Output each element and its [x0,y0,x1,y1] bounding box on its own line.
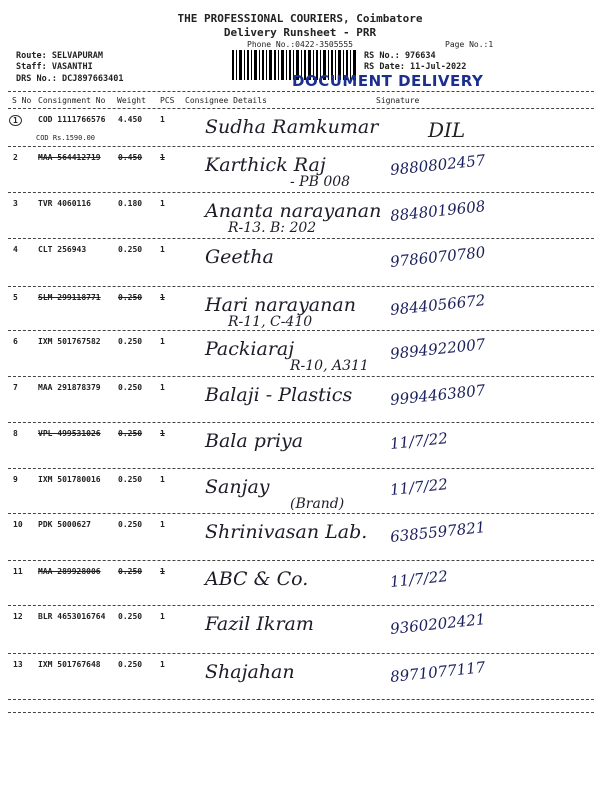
pieces: 1 [160,567,165,576]
pieces: 1 [160,153,165,162]
weight: 0.250 [118,475,143,484]
consignment-number: MAA 564412719 [38,153,101,162]
row-divider [8,146,594,147]
row-serial: 6 [13,337,18,346]
weight: 0.250 [118,383,143,392]
row-divider [8,653,594,654]
row-serial: 11 [13,567,23,576]
weight: 0.250 [118,612,143,621]
route: Route: SELVAPURAM [16,51,103,61]
consignment-number: MAA 291878379 [38,383,101,392]
cod-amount: COD Rs.1590.00 [36,134,96,142]
consignee-address: (Brand) [290,496,345,512]
weight: 0.250 [118,429,143,438]
weight: 0.250 [118,293,143,302]
consignee-name: Hari narayanan [205,294,356,316]
weight: 0.250 [118,337,143,346]
row-divider [8,560,594,561]
weight: 0.250 [118,245,143,254]
consignee-name: Karthick Raj [205,154,326,176]
consignment-number: PDK 5000627 [38,520,91,529]
pieces: 1 [160,293,165,302]
row-divider [8,330,594,331]
signature-mark: 9894922007 [389,335,487,363]
col-consignment: Consignment No [38,96,106,105]
row-divider [8,238,594,239]
signature-mark: 9360202421 [389,610,487,638]
consignment-number: IXM 501780016 [38,475,101,484]
signature-mark: 8848019608 [389,197,487,225]
pieces: 1 [160,337,165,346]
drs-number: DRS No.: DCJ897663401 [16,74,124,84]
consignee-name: Shajahan [205,661,295,683]
weight: 0.250 [118,660,143,669]
pieces: 1 [160,612,165,621]
col-pcs: PCS [160,96,175,105]
consignment-number: VPL 499531026 [38,429,101,438]
col-consignee: Consignee Details [185,96,267,105]
signature-mark: 6385597821 [389,518,487,546]
signature-mark: 9880802457 [389,151,487,179]
rs-number: RS No.: 976634 [364,51,436,61]
divider [8,91,594,92]
weight: 4.450 [118,115,143,124]
pieces: 1 [160,383,165,392]
signature-mark: 9994463807 [389,381,487,409]
consignee-name: Bala priya [205,430,304,452]
document-delivery-stamp: DOCUMENT DELIVERY [292,72,484,90]
consignee-name: Balaji - Plastics [205,384,353,406]
row-divider [8,699,594,700]
row-serial: 2 [13,153,18,162]
row-divider [8,376,594,377]
consignment-number: CLT 256943 [38,245,87,254]
row-serial: 8 [13,429,18,438]
signature-mark: 9786070780 [389,243,487,271]
consignee-address: R-10, A311 [290,358,369,374]
consignee-address: R-11, C-410 [228,314,313,330]
company-name: THE PROFESSIONAL COURIERS, Coimbatore [177,12,423,25]
consignment-number: MAA 289928006 [38,567,101,576]
consignment-number: TVR 4060116 [38,199,91,208]
consignee-name: Sudha Ramkumar [205,116,379,138]
row-divider [8,286,594,287]
row-serial: 10 [13,520,23,529]
consignee-name: ABC & Co. [205,568,309,590]
row-serial: 3 [13,199,18,208]
staff: Staff: VASANTHI [16,62,93,72]
row-serial: 4 [13,245,18,254]
col-signature: Signature [376,96,420,105]
pieces: 1 [160,475,165,484]
consignee-name: Geetha [205,246,274,268]
document-title: Delivery Runsheet - PRR [223,26,377,39]
weight: 0.250 [118,520,143,529]
row-serial: 9 [13,475,18,484]
row-divider [8,192,594,193]
rs-date: RS Date: 11-Jul-2022 [364,62,467,72]
consignment-number: IXM 501767582 [38,337,101,346]
page-number: Page No.:1 [445,40,494,49]
signature-mark: 8971077117 [389,658,487,686]
signature-mark: 11/7/22 [389,567,449,591]
weight: 0.250 [118,567,143,576]
pieces: 1 [160,199,165,208]
divider [8,108,594,109]
pieces: 1 [160,245,165,254]
consignee-address: R-13. B: 202 [228,220,317,236]
consignee-name: Fazil Ikram [205,613,314,635]
signature-mark: 11/7/22 [389,429,449,453]
row-divider [8,422,594,423]
row-serial: 5 [13,293,18,302]
consignment-number: COD 1111766576 [38,115,106,124]
row-serial: 7 [13,383,18,392]
consignee-address: - PB 008 [290,174,351,190]
consignee-name: Shrinivasan Lab. [205,521,368,543]
consignee-name: Packiaraj [205,338,295,360]
signature-mark: 11/7/22 [389,475,449,499]
consignee-name: Ananta narayanan [205,200,382,222]
consignee-name: Sanjay [205,476,270,498]
consignment-number: BLR 4653016764 [38,612,106,621]
row-serial: 13 [13,660,23,669]
row-serial: 1 [9,115,22,126]
row-serial: 12 [13,612,23,621]
row-divider [8,513,594,514]
col-weight: Weight [117,96,146,105]
pieces: 1 [160,115,165,124]
signature-mark: 9844056672 [389,291,487,319]
col-sno: S No [12,96,32,105]
weight: 0.450 [118,153,143,162]
divider [8,712,594,713]
pieces: 1 [160,429,165,438]
pieces: 1 [160,520,165,529]
pieces: 1 [160,660,165,669]
signature-mark: DIL [428,118,466,142]
weight: 0.180 [118,199,143,208]
row-divider [8,605,594,606]
consignment-number: SLM 299118771 [38,293,101,302]
phone-number: Phone No.:0422-3505555 [247,40,353,49]
row-divider [8,468,594,469]
consignment-number: IXM 501767648 [38,660,101,669]
